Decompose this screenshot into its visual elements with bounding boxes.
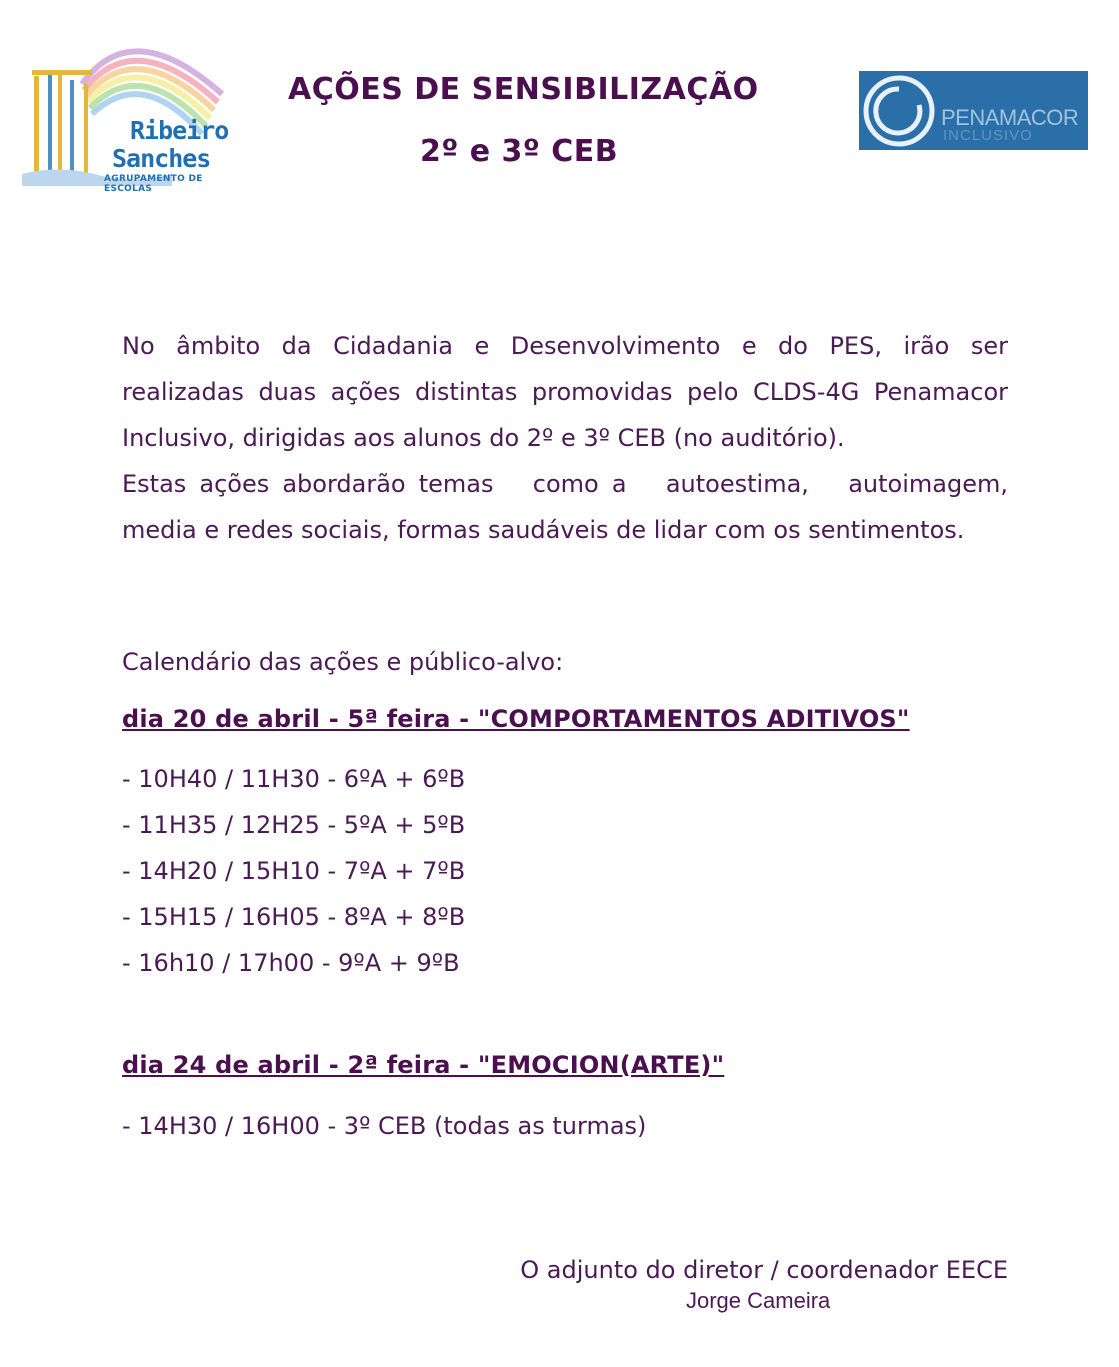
logo-word-ribeiro: Ribeiro [130,116,229,145]
page-subtitle: 2º e 3º CEB [420,134,619,169]
intro-line: No âmbito da Cidadania e Desenvolvimento e do PES, irão ser [122,332,1008,360]
logo-word-penamacor: PENAMACOR [941,105,1079,130]
schedule-item: - 16h10 / 17h00 - 9ºA + 9ºB [122,949,460,977]
calendar-label: Calendário das ações e público-alvo: [122,648,564,676]
signature-name: Jorge Cameira [686,1288,831,1313]
intro-line: Estas ações abordarão temas como a autoestima, autoimagem, [122,470,1008,498]
session-schedule [122,1103,646,1149]
session-heading: dia 24 de abril - 2ª feira - "EMOCION(ARTE)" [122,1051,725,1079]
ring-icon [859,71,939,150]
school-logo [22,24,242,194]
intro-line: realizadas duas ações distintas promovidas pelo CLDS-4G Penamacor [122,378,1008,406]
schedule-item: - 14H30 / 16H00 - 3º CEB (todas as turmas) [122,1112,647,1140]
session-heading: dia 20 de abril - 5ª feira - "COMPORTAMENTOS ADITIVOS" [122,705,910,733]
schedule-item: - 10H40 / 11H30 - 6ºA + 6ºB [122,765,466,793]
session-schedule [122,756,465,986]
schedule-item: - 15H15 / 16H05 - 8ºA + 8ºB [122,903,466,931]
penamacor-logo [859,71,1088,150]
schedule-item: - 11H35 / 12H25 - 5ºA + 5ºB [122,811,466,839]
schedule-item: - 14H20 / 15H10 - 7ºA + 7ºB [122,857,466,885]
logo-subtitle: AGRUPAMENTO DE ESCOLAS [104,174,203,194]
page-title: AÇÕES DE SENSIBILIZAÇÃO [288,72,759,107]
signature-role: O adjunto do diretor / coordenador EECE [520,1256,1008,1284]
logo-word-inclusivo: INCLUSIVO [943,127,1033,144]
intro-line: Inclusivo, dirigidas aos alunos do 2º e 3º CEB (no auditório). [122,424,845,452]
logo-word-sanches: Sanches [112,144,211,173]
intro-line: media e redes sociais, formas saudáveis de lidar com os sentimentos. [122,516,965,544]
